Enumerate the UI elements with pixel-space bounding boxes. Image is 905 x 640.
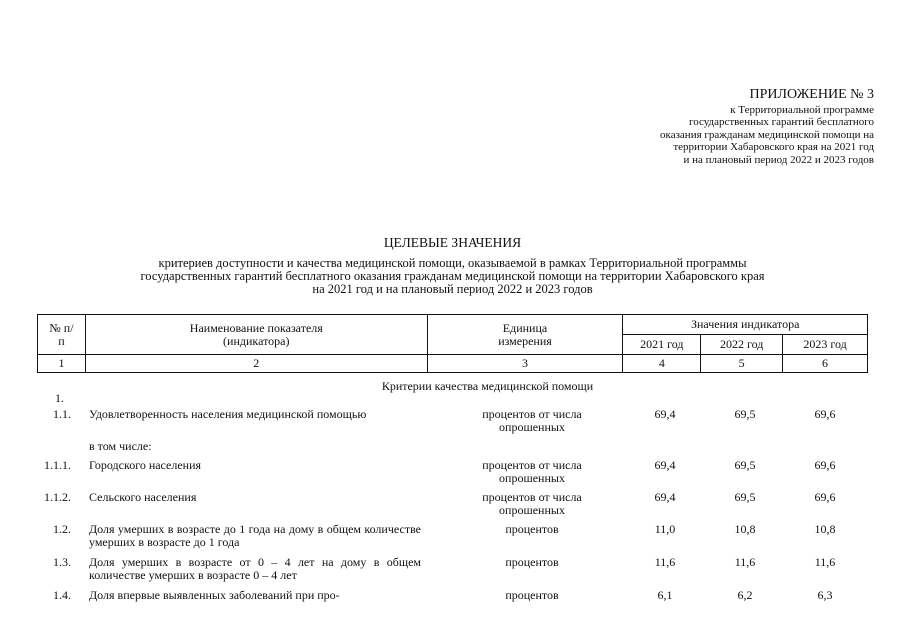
header-year-2023: 2023 год	[783, 335, 868, 355]
table-header	[37, 314, 868, 373]
row-num: 1.2.	[53, 522, 71, 536]
subtitle-line: государственных гарантий бесплатного оказания гражданам медицинской помощи на территории Хабаровского края	[140, 269, 765, 283]
col-number: 2	[85, 355, 427, 373]
row-value-2022: 69,5	[734, 458, 756, 472]
row-unit: процентов	[505, 588, 559, 602]
row-value-2022: 69,5	[734, 407, 756, 421]
header-unit: Единица измерения	[427, 315, 623, 355]
document-subtitle	[40, 257, 865, 296]
appendix-line: государственных гарантий бесплатного	[688, 116, 874, 128]
row-value-2021: 69,4	[654, 407, 676, 421]
row-name: Городского населения	[89, 458, 202, 472]
section-num: 1.	[55, 391, 64, 405]
row-value-2023: 6,3	[817, 588, 833, 602]
header-num: № п/п	[38, 315, 86, 355]
row-value-2021: 11,6	[654, 555, 676, 569]
row-num: 1.1.1.	[44, 458, 71, 472]
col-number: 3	[427, 355, 623, 373]
col-number: 5	[701, 355, 783, 373]
row-value-2022: 6,2	[737, 588, 753, 602]
including-label: в том числе:	[89, 439, 152, 453]
appendix-line: территории Хабаровского края на 2021 год	[673, 141, 874, 153]
appendix-line: оказания гражданам медицинской помощи на	[660, 128, 874, 141]
row-value-2021: 6,1	[657, 588, 673, 602]
appendix-line: к Территориальной программе	[730, 103, 874, 116]
header-values: Значения индикатора	[623, 315, 868, 335]
row-value-2021: 69,4	[654, 490, 676, 504]
col-number: 4	[623, 355, 701, 373]
row-value-2023: 69,6	[814, 407, 836, 421]
row-value-2022: 69,5	[734, 490, 756, 504]
document-title: ЦЕЛЕВЫЕ ЗНАЧЕНИЯ	[383, 235, 522, 250]
row-value-2022: 10,8	[734, 522, 756, 536]
row-name: Сельского населения	[89, 490, 197, 504]
subtitle-line: критериев доступности и качества медицинской помощи, оказываемой в рамках Территориальной программы	[158, 256, 747, 270]
row-name: Доля умерших в возрасте от 0 – 4 лет на дому в общем количестве умерших в возрасте 0 – 4 лет	[89, 555, 421, 582]
row-value-2021: 69,4	[654, 458, 676, 472]
row-num: 1.1.2.	[44, 490, 71, 504]
row-name: Удовлетворенность населения медицинской помощью	[89, 407, 367, 421]
row-unit: процентов от числа опрошенных	[482, 458, 582, 485]
section-title: Критерии качества медицинской помощи	[381, 379, 594, 393]
row-name: Доля впервые выявленных заболеваний при про-	[89, 588, 340, 602]
appendix-line: и на плановый период 2022 и 2023 годов	[683, 153, 874, 166]
row-unit: процентов	[505, 555, 559, 569]
appendix-heading: ПРИЛОЖЕНИЕ № 3	[749, 87, 874, 102]
row-num: 1.4.	[53, 588, 71, 602]
row-value-2022: 11,6	[734, 555, 756, 569]
row-unit: процентов	[505, 522, 559, 536]
row-value-2023: 69,6	[814, 458, 836, 472]
col-number: 1	[38, 355, 86, 373]
row-unit: процентов от числа опрошенных	[482, 490, 582, 517]
row-value-2021: 11,0	[654, 522, 676, 536]
header-name: Наименование показателя (индикатора)	[85, 315, 427, 355]
row-value-2023: 11,6	[814, 555, 836, 569]
header-year-2021: 2021 год	[623, 335, 701, 355]
row-value-2023: 69,6	[814, 490, 836, 504]
row-num: 1.1.	[53, 407, 71, 421]
row-unit: процентов от числа опрошенных	[482, 407, 582, 434]
header-year-2022: 2022 год	[701, 335, 783, 355]
row-value-2023: 10,8	[814, 522, 836, 536]
section-row	[37, 378, 868, 408]
appendix-block	[660, 89, 874, 166]
col-number: 6	[783, 355, 868, 373]
row-num: 1.3.	[53, 555, 71, 569]
subtitle-line: на 2021 год и на плановый период 2022 и 2023 годов	[312, 282, 593, 296]
row-name: Доля умерших в возрасте до 1 года на дому в общем количестве умерших в возрасте до 1 года	[89, 522, 421, 549]
